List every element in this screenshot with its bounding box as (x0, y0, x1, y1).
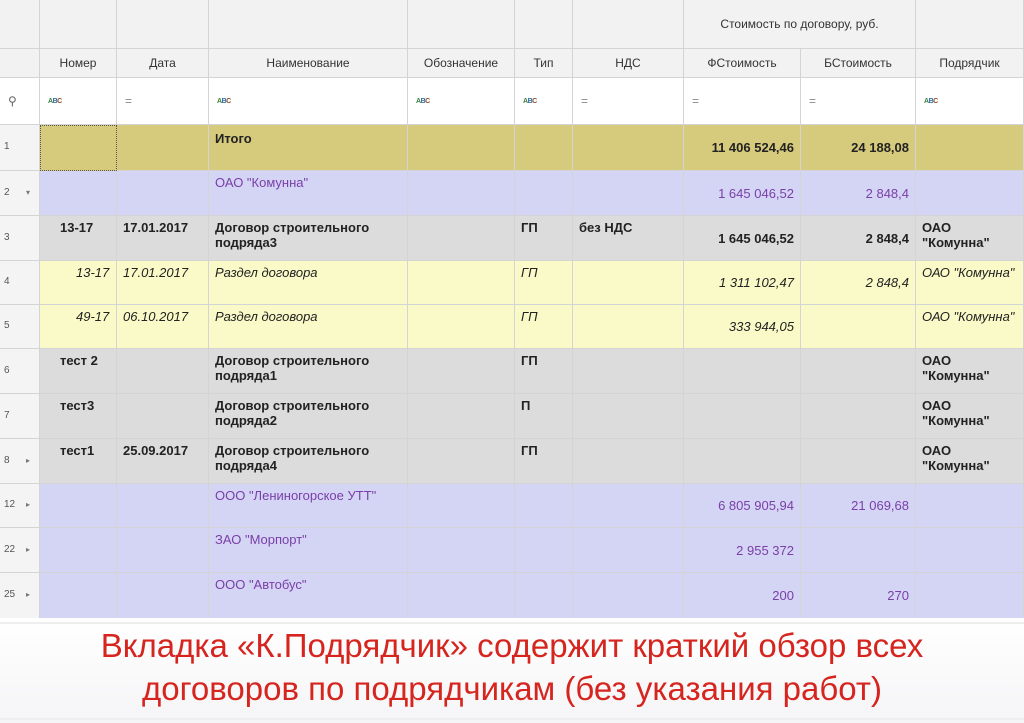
cell-type: П (515, 394, 573, 439)
cell-designation (408, 439, 515, 484)
abc-filter-icon: ABC (523, 97, 537, 105)
cell-name[interactable]: Договор строительного подряда1 (209, 349, 408, 394)
cell-name[interactable]: ОАО "Комунна" (209, 171, 408, 216)
cell-name[interactable]: ООО "Лениногорское УТТ" (209, 484, 408, 528)
equals-filter-icon: = (692, 93, 700, 108)
cell-contractor (916, 573, 1024, 619)
collapse-arrow-icon[interactable]: ▾ (26, 187, 31, 197)
cell-number[interactable]: тест3 (40, 394, 117, 439)
cell-date: 06.10.2017 (117, 305, 209, 349)
cell-number[interactable]: 49-17 (40, 305, 117, 349)
column-header-vat[interactable]: НДС (573, 49, 684, 78)
cell-designation (408, 125, 515, 171)
row-number: 1 (0, 125, 40, 171)
cell-vat (573, 484, 684, 528)
cell-vat (573, 394, 684, 439)
cell-date (117, 394, 209, 439)
abc-filter-icon: ABC (416, 97, 430, 105)
cell-type: ГП (515, 216, 573, 261)
cell-fcost: 11 406 524,46 (684, 125, 801, 171)
cell-number[interactable]: тест 2 (40, 349, 117, 394)
cell-fcost: 333 944,05 (684, 305, 801, 349)
cell-vat (573, 573, 684, 619)
filter-date[interactable] (117, 78, 209, 125)
cell-bcost (801, 349, 916, 394)
filter-name[interactable] (209, 78, 408, 125)
cell-designation (408, 305, 515, 349)
cell-date (117, 528, 209, 573)
cell-contractor: ОАО "Комунна" (916, 394, 1024, 439)
cell-type (515, 125, 573, 171)
cell-date (117, 171, 209, 216)
filter-number[interactable] (40, 78, 117, 125)
cell-fcost: 6 805 905,94 (684, 484, 801, 528)
expand-arrow-icon[interactable]: ▸ (26, 544, 31, 554)
header-group-empty (916, 0, 1024, 49)
cell-designation (408, 528, 515, 573)
decor-line (0, 622, 1024, 624)
slide-caption (0, 618, 1024, 723)
cell-name[interactable]: Договор строительного подряда3 (209, 216, 408, 261)
cost-group-header: Стоимость по договору, руб. (684, 0, 916, 49)
cell-type: ГП (515, 439, 573, 484)
cell-vat: без НДС (573, 216, 684, 261)
cell-bcost: 21 069,68 (801, 484, 916, 528)
cell-fcost: 2 955 372 (684, 528, 801, 573)
cell-contractor (916, 484, 1024, 528)
cell-date: 17.01.2017 (117, 261, 209, 305)
cell-fcost: 1 645 046,52 (684, 216, 801, 261)
expand-arrow-icon[interactable]: ▸ (26, 590, 31, 599)
cell-bcost (801, 394, 916, 439)
row-number: 4 (0, 261, 40, 305)
pin-icon[interactable]: ⚲ (0, 78, 40, 125)
header-group-empty (573, 0, 684, 49)
cell-bcost (801, 439, 916, 484)
abc-filter-icon: ABC (48, 97, 62, 105)
row-number: 6 (0, 349, 40, 394)
filter-type[interactable] (515, 78, 573, 125)
column-header-designation[interactable]: Обозначение (408, 49, 515, 78)
equals-filter-icon: = (125, 93, 133, 108)
row-number: 22 (0, 528, 40, 573)
cell-contractor: ОАО "Комунна" (916, 261, 1024, 305)
cell-contractor: ОАО "Комунна" (916, 305, 1024, 349)
abc-filter-icon: ABC (217, 97, 231, 105)
cell-vat (573, 125, 684, 171)
cell-vat (573, 528, 684, 573)
caption-line-2: договоров по подрядчикам (без указания работ) (141, 670, 883, 707)
abc-filter-icon: ABC (924, 97, 938, 105)
cell-fcost: 1 311 102,47 (684, 261, 801, 305)
cell-date: 25.09.2017 (117, 439, 209, 484)
cell-designation (408, 394, 515, 439)
cell-designation (408, 573, 515, 619)
row-number: 2 (0, 171, 40, 216)
header-group-empty (408, 0, 515, 49)
cell-date: 17.01.2017 (117, 216, 209, 261)
corner-cell (0, 49, 40, 78)
cell-contractor: ОАО "Комунна" (916, 216, 1024, 261)
cell-type (515, 171, 573, 216)
cell-type (515, 573, 573, 619)
cell-designation (408, 171, 515, 216)
cell-contractor (916, 528, 1024, 573)
cell-bcost: 2 848,4 (801, 216, 916, 261)
cell-vat (573, 305, 684, 349)
equals-filter-icon: = (809, 93, 817, 108)
filter-contractor[interactable] (916, 78, 1024, 125)
cell-contractor (916, 171, 1024, 216)
cell-bcost (801, 305, 916, 349)
cell-fcost (684, 439, 801, 484)
decor-line (0, 718, 1024, 720)
cell-number[interactable]: тест1 (40, 439, 117, 484)
cell-number[interactable] (40, 484, 117, 528)
cell-type: ГП (515, 261, 573, 305)
cell-contractor: ОАО "Комунна" (916, 439, 1024, 484)
row-number: 3 (0, 216, 40, 261)
filter-bcost[interactable] (801, 78, 916, 125)
cell-name[interactable]: Итого (209, 125, 408, 171)
filter-designation[interactable] (408, 78, 515, 125)
cell-bcost: 24 188,08 (801, 125, 916, 171)
cell-date (117, 484, 209, 528)
header-group-empty (117, 0, 209, 49)
cell-fcost: 1 645 046,52 (684, 171, 801, 216)
equals-filter-icon: = (581, 93, 589, 108)
cell-fcost (684, 349, 801, 394)
row-number: 7 (0, 394, 40, 439)
column-header-number[interactable]: Номер (40, 49, 117, 78)
header-group-empty (209, 0, 408, 49)
column-header-bcost[interactable]: БСтоимость (801, 49, 916, 78)
cell-number[interactable]: 13-17 (40, 261, 117, 305)
cell-type: ГП (515, 349, 573, 394)
cell-number[interactable] (40, 528, 117, 573)
cell-bcost (801, 528, 916, 573)
column-header-type[interactable]: Тип (515, 49, 573, 78)
cell-contractor (916, 125, 1024, 171)
cell-vat (573, 439, 684, 484)
column-header-name[interactable]: Наименование (209, 49, 408, 78)
row-number: 8 (0, 439, 40, 484)
cell-number[interactable]: 13-17 (40, 216, 117, 261)
column-header-date[interactable]: Дата (117, 49, 209, 78)
cell-name[interactable]: ООО "Автобус" (209, 573, 408, 619)
cell-number[interactable] (40, 125, 117, 171)
cell-name[interactable]: Договор строительного подряда2 (209, 394, 408, 439)
expand-arrow-icon[interactable]: ▸ (26, 455, 31, 465)
header-group-empty (40, 0, 117, 49)
cell-fcost: 200 (684, 573, 801, 619)
cell-designation (408, 484, 515, 528)
cell-type: ГП (515, 305, 573, 349)
cell-vat (573, 349, 684, 394)
caption-line-1: Вкладка «К.Подрядчик» содержит краткий обзор всех (100, 627, 924, 664)
cell-designation (408, 216, 515, 261)
cell-date (117, 573, 209, 619)
cell-vat (573, 171, 684, 216)
column-header-fcost[interactable]: ФСтоимость (684, 49, 801, 78)
cell-date (117, 349, 209, 394)
cell-number[interactable] (40, 171, 117, 216)
cell-bcost: 270 (801, 573, 916, 619)
cell-number[interactable] (40, 573, 117, 619)
cell-type (515, 484, 573, 528)
cell-date (117, 125, 209, 171)
cell-contractor: ОАО "Комунна" (916, 349, 1024, 394)
row-number: 12 (0, 484, 40, 528)
cell-fcost (684, 394, 801, 439)
filter-vat[interactable] (573, 78, 684, 125)
row-number: 5 (0, 305, 40, 349)
expand-arrow-icon[interactable]: ▸ (26, 500, 31, 509)
cell-type (515, 528, 573, 573)
cell-bcost: 2 848,4 (801, 261, 916, 305)
filter-fcost[interactable] (684, 78, 801, 125)
cell-name[interactable]: ЗАО "Морпорт" (209, 528, 408, 573)
cell-bcost: 2 848,4 (801, 171, 916, 216)
column-header-contractor[interactable]: Подрядчик (916, 49, 1024, 78)
cell-name[interactable]: Договор строительного подряда4 (209, 439, 408, 484)
row-number: 25 (0, 573, 40, 619)
cell-name[interactable]: Раздел договора (209, 305, 408, 349)
cell-designation (408, 261, 515, 305)
header-group-empty (0, 0, 40, 49)
header-group-empty (515, 0, 573, 49)
cell-designation (408, 349, 515, 394)
cell-name[interactable]: Раздел договора (209, 261, 408, 305)
cell-vat (573, 261, 684, 305)
